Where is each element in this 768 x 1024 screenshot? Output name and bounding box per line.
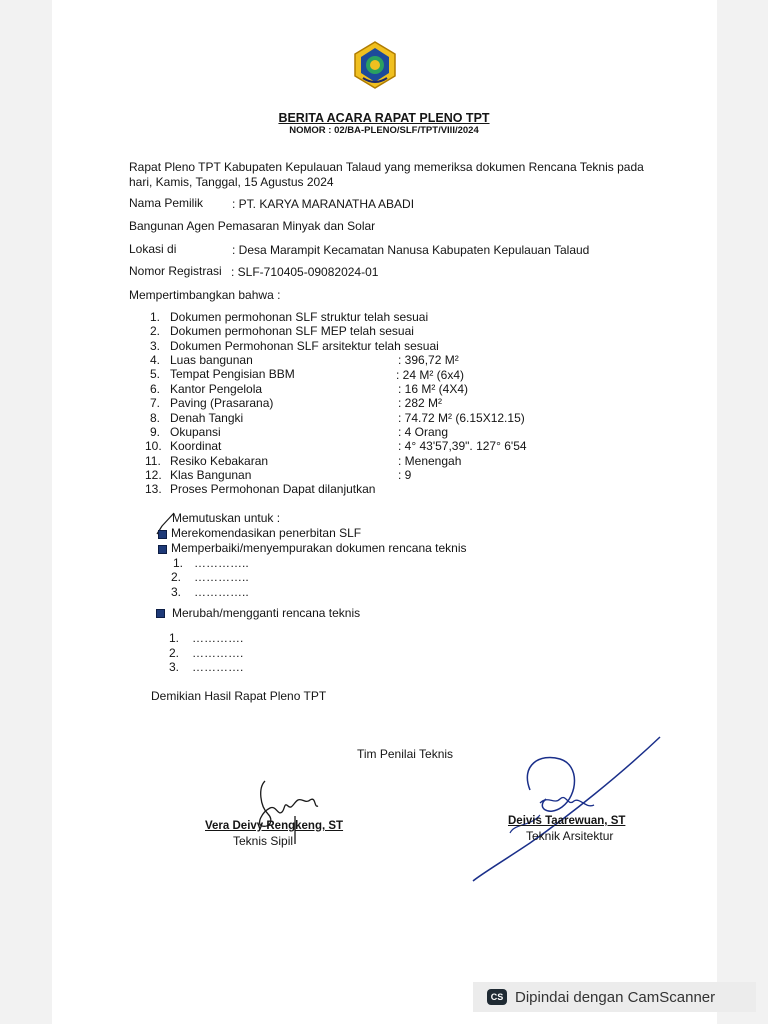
list-item-number: 10. — [145, 439, 162, 453]
list-item-text: Proses Permohonan Dapat dilanjutkan — [170, 482, 376, 496]
list-item-text: Dokumen Permohonan SLF arsitektur telah sesuai — [170, 339, 439, 353]
list-item-value: : Menengah — [398, 454, 462, 468]
signatory-2-role: Teknik Arsitektur — [526, 829, 614, 843]
checkbox-replace-icon — [156, 609, 165, 618]
blank-dots: …………. — [192, 646, 244, 660]
list-item-value: : 16 M² (4X4) — [398, 382, 469, 396]
signatory-1-role: Teknis Sipil — [233, 834, 294, 848]
list-item-text: Okupansi — [170, 425, 221, 439]
blank-dots: ………….. — [194, 585, 249, 599]
decision-heading: Memutuskan untuk : — [172, 511, 281, 525]
signature-2-handwriting — [470, 735, 665, 883]
checkbox-recommend-icon — [158, 530, 167, 539]
list-item-number: 1. — [150, 310, 161, 324]
blank-number: 1. — [169, 631, 180, 645]
blank-dots: …………. — [192, 631, 244, 645]
camscanner-text: Dipindai dengan CamScanner — [515, 988, 716, 1006]
list-item-number: 9. — [150, 425, 161, 439]
location-label: Lokasi di — [129, 242, 177, 256]
list-item-text: Resiko Kebakaran — [170, 454, 269, 468]
list-item-value: : 9 — [398, 468, 412, 482]
list-item-value: : 4 Orang — [398, 425, 449, 439]
list-item-text: Dokumen permohonan SLF struktur telah sesuai — [170, 310, 429, 324]
blank-number: 3. — [169, 660, 180, 674]
list-item-text: Paving (Prasarana) — [170, 396, 274, 410]
document-number: NOMOR : 02/BA-PLENO/SLF/TPT/VIII/2024 — [289, 125, 479, 136]
list-item-number: 8. — [150, 411, 161, 425]
list-item-text: Klas Bangunan — [170, 468, 252, 482]
camscanner-logo-icon: CS — [487, 989, 507, 1005]
owner-value: : PT. KARYA MARANATHA ABADI — [232, 197, 415, 211]
blank-number: 1. — [173, 556, 184, 570]
list-item-number: 3. — [150, 339, 161, 353]
list-item-text: Kantor Pengelola — [170, 382, 263, 396]
list-item-number: 11. — [145, 454, 161, 468]
team-heading: Tim Penilai Teknis — [357, 747, 454, 761]
intro-line-1: Rapat Pleno TPT Kabupaten Kepulauan Talaud yang memeriksa dokumen Rencana Teknis pada — [129, 160, 644, 174]
considering-heading: Mempertimbangkan bahwa : — [129, 288, 281, 302]
building-type: Bangunan Agen Pemasaran Minyak dan Solar — [129, 219, 376, 233]
list-item-number: 12. — [145, 468, 162, 482]
list-item-text: Dokumen permohonan SLF MEP telah sesuai — [170, 324, 414, 338]
blank-dots: ………….. — [194, 556, 249, 570]
list-item-value: : 282 M² — [398, 396, 443, 410]
list-item-number: 5. — [150, 367, 161, 381]
list-item-text: Koordinat — [170, 439, 222, 453]
location-value: : Desa Marampit Kecamatan Nanusa Kabupaten Kepulauan Talaud — [232, 243, 590, 257]
decision-option-revise: Memperbaiki/menyempurakan dokumen rencana teknis — [171, 541, 467, 555]
owner-label: Nama Pemilik — [129, 196, 204, 210]
registration-value: : SLF-710405-09082024-01 — [231, 265, 379, 279]
list-item-value: : 74.72 M² (6.15X12.15) — [398, 411, 525, 425]
closing-statement: Demikian Hasil Rapat Pleno TPT — [151, 689, 327, 703]
list-item-number: 4. — [150, 353, 161, 367]
decision-option-replace: Merubah/mengganti rencana teknis — [172, 606, 361, 620]
blank-number: 3. — [171, 585, 182, 599]
list-item-value: : 4° 43'57,39". 127° 6'54 — [398, 439, 527, 453]
checkbox-revise-icon — [158, 545, 167, 554]
list-item-text: Luas bangunan — [170, 353, 253, 367]
blank-number: 2. — [169, 646, 180, 660]
intro-line-2: hari, Kamis, Tanggal, 15 Agustus 2024 — [129, 175, 334, 189]
decision-option-recommend: Merekomendasikan penerbitan SLF — [171, 526, 362, 540]
camscanner-watermark — [473, 982, 756, 1012]
blank-dots: ………….. — [194, 570, 249, 584]
regency-emblem-logo — [349, 40, 401, 90]
list-item-value: : 396,72 M² — [398, 353, 459, 367]
list-item-number: 13. — [145, 482, 162, 496]
signatory-1-name: Vera Deivy Rengkeng, ST — [205, 820, 344, 832]
registration-label: Nomor Registrasi — [129, 264, 222, 278]
document-title: BERITA ACARA RAPAT PLENO TPT — [278, 111, 490, 125]
list-item-text: Tempat Pengisian BBM — [170, 367, 295, 381]
list-item-text: Denah Tangki — [170, 411, 244, 425]
blank-dots: …………. — [192, 660, 244, 674]
list-item-number: 6. — [150, 382, 161, 396]
list-item-value: : 24 M² (6x4) — [396, 368, 465, 382]
blank-number: 2. — [171, 570, 182, 584]
signatory-2-name: Deivis Taarewuan, ST — [508, 815, 626, 827]
list-item-number: 7. — [150, 396, 161, 410]
list-item-number: 2. — [150, 324, 161, 338]
